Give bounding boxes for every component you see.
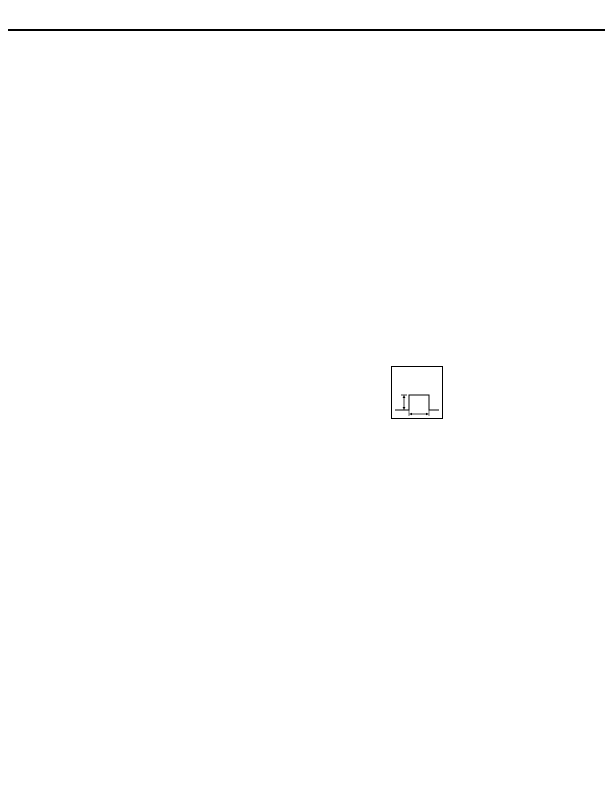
fig6-title (0, 335, 605, 345)
pulse-waveform-diagram (393, 388, 440, 418)
fig5-title (0, 57, 597, 67)
fig6-inset-box (391, 366, 443, 419)
header-rule (8, 29, 605, 31)
pulse-waveform (395, 395, 439, 410)
fig5-chart (0, 80, 612, 315)
fig6-chart (0, 360, 612, 590)
